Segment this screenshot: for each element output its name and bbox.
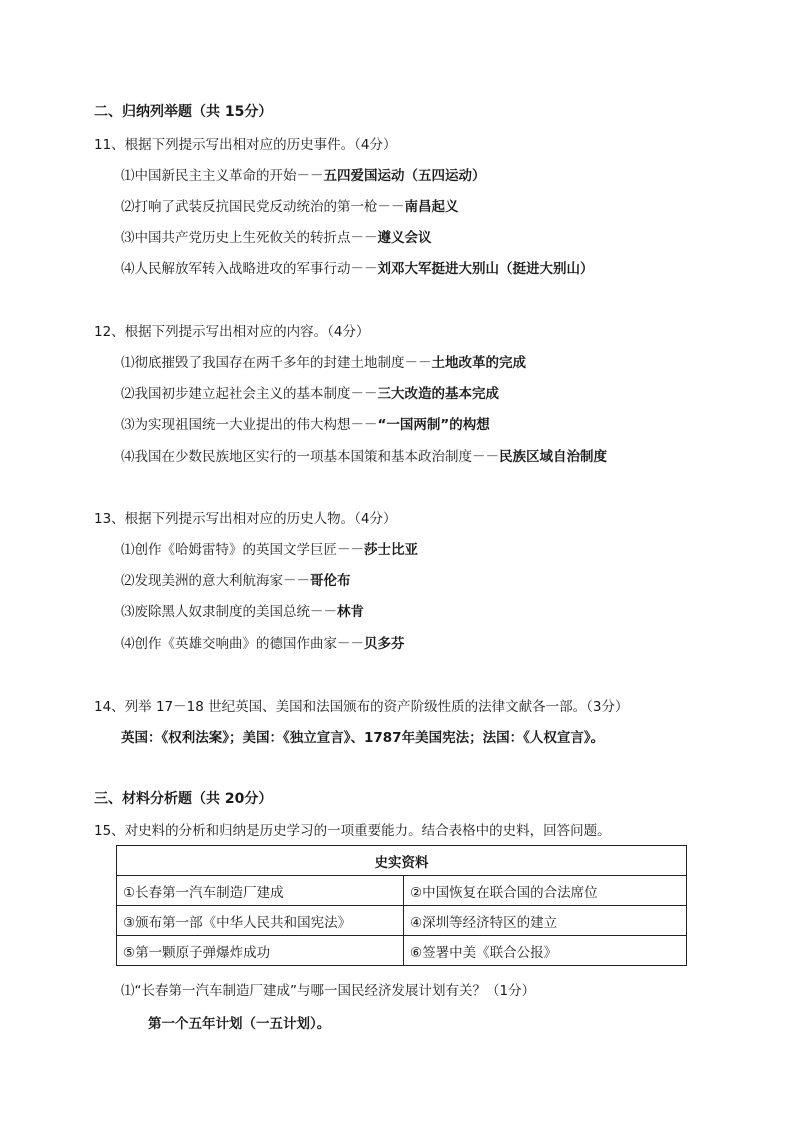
table-cell: ①长春第一汽车制造厂建成 bbox=[117, 876, 404, 906]
question-14-answer: 英国：《权利法案》；美国：《独立宣言》、1787年美国宪法；法国：《人权宣言》。 bbox=[121, 730, 605, 746]
q15-sub1-answer: 第一个五年计划（一五计划）。 bbox=[148, 1016, 331, 1032]
question-11-prompt: 11、根据下列提示写出相对应的历史事件。（4分） bbox=[94, 137, 397, 153]
q12-item-1-answer: 土地改革的完成 bbox=[431, 355, 526, 371]
q12-item-3-cue: ⑶为实现祖国统一大业提出的伟大构想－－ bbox=[121, 417, 378, 433]
q12-item-4-answer: 民族区域自治制度 bbox=[499, 449, 607, 465]
q12-item-4-cue: ⑷我国在少数民族地区实行的一项基本国策和基本政治制度－－ bbox=[121, 449, 499, 465]
table-cell: ④深圳等经济特区的建立 bbox=[404, 906, 687, 936]
table-cell: ③颁布第一部《中华人民共和国宪法》 bbox=[117, 906, 404, 936]
section-title-3: 三、材料分析题（共 20分） bbox=[94, 791, 273, 807]
table-row bbox=[117, 876, 687, 906]
q12-item-3 bbox=[121, 413, 490, 433]
q12-item-2-answer: 三大改造的基本完成 bbox=[377, 386, 499, 402]
q11-item-2 bbox=[121, 195, 459, 215]
table-cell: ⑤第一颗原子弹爆炸成功 bbox=[117, 936, 404, 966]
question-13-prompt: 13、根据下列提示写出相对应的历史人物。（4分） bbox=[94, 511, 397, 527]
table-row bbox=[117, 906, 687, 936]
q13-item-3-answer: 林肯 bbox=[337, 604, 364, 620]
q12-item-2-cue: ⑵我国初步建立起社会主义的基本制度－－ bbox=[121, 386, 378, 402]
table-header: 史实资料 bbox=[117, 846, 687, 876]
q13-item-1-cue: ⑴创作《哈姆雷特》的英国文学巨匠－－ bbox=[121, 542, 364, 558]
q13-item-3 bbox=[121, 600, 364, 620]
q12-item-3-answer: “一国两制”的构想 bbox=[377, 417, 490, 433]
table-cell: ②中国恢复在联合国的合法席位 bbox=[404, 876, 687, 906]
section-title-2: 二、归纳列举题（共 15分） bbox=[94, 104, 273, 120]
q11-item-3-cue: ⑶中国共产党历史上生死攸关的转折点－－ bbox=[121, 230, 378, 246]
historical-facts-table bbox=[116, 845, 687, 966]
q12-item-2 bbox=[121, 382, 499, 402]
q11-item-2-answer: 南昌起义 bbox=[404, 199, 459, 215]
table-header-row bbox=[117, 846, 687, 876]
q11-item-2-cue: ⑵打响了武装反抗国民党反动统治的第一枪－－ bbox=[121, 199, 405, 215]
q15-sub1-prompt: ⑴“长春第一汽车制造厂建成”与哪一国民经济发展计划有关？（1分） bbox=[121, 983, 536, 999]
q12-item-1-cue: ⑴彻底摧毁了我国存在两千多年的封建土地制度－－ bbox=[121, 355, 432, 371]
q11-item-4-cue: ⑷人民解放军转入战略进攻的军事行动－－ bbox=[121, 261, 378, 277]
table-cell: ⑥签署中美《联合公报》 bbox=[404, 936, 687, 966]
q12-item-1 bbox=[121, 351, 526, 371]
q13-item-1 bbox=[121, 538, 418, 558]
q13-item-2-cue: ⑵发现美洲的意大利航海家－－ bbox=[121, 573, 310, 589]
question-14-prompt: 14、列举 17－18 世纪英国、美国和法国颁布的资产阶级性质的法律文献各一部。（3分） bbox=[94, 699, 629, 715]
q11-item-4 bbox=[121, 257, 594, 277]
q11-item-1 bbox=[121, 164, 486, 184]
q13-item-4 bbox=[121, 632, 405, 652]
q13-item-3-cue: ⑶废除黑人奴隶制度的美国总统－－ bbox=[121, 604, 337, 620]
question-15-prompt: 15、对史料的分析和归纳是历史学习的一项重要能力。结合表格中的史料，回答问题。 bbox=[94, 823, 611, 839]
table-row bbox=[117, 936, 687, 966]
q11-item-1-answer: 五四爱国运动（五四运动） bbox=[323, 168, 486, 184]
q13-item-4-answer: 贝多芬 bbox=[364, 636, 405, 652]
q11-item-1-cue: ⑴中国新民主主义革命的开始－－ bbox=[121, 168, 324, 184]
question-12-prompt: 12、根据下列提示写出相对应的内容。（4分） bbox=[94, 324, 370, 340]
q13-item-2-answer: 哥伦布 bbox=[310, 573, 351, 589]
q13-item-4-cue: ⑷创作《英雄交响曲》的德国作曲家－－ bbox=[121, 636, 364, 652]
q11-item-3 bbox=[121, 226, 432, 246]
q11-item-3-answer: 遵义会议 bbox=[377, 230, 432, 246]
q13-item-1-answer: 莎士比亚 bbox=[364, 542, 418, 558]
q13-item-2 bbox=[121, 569, 351, 589]
q11-item-4-answer: 刘邓大军挺进大别山（挺进大别山） bbox=[377, 261, 594, 277]
q12-item-4 bbox=[121, 445, 607, 465]
